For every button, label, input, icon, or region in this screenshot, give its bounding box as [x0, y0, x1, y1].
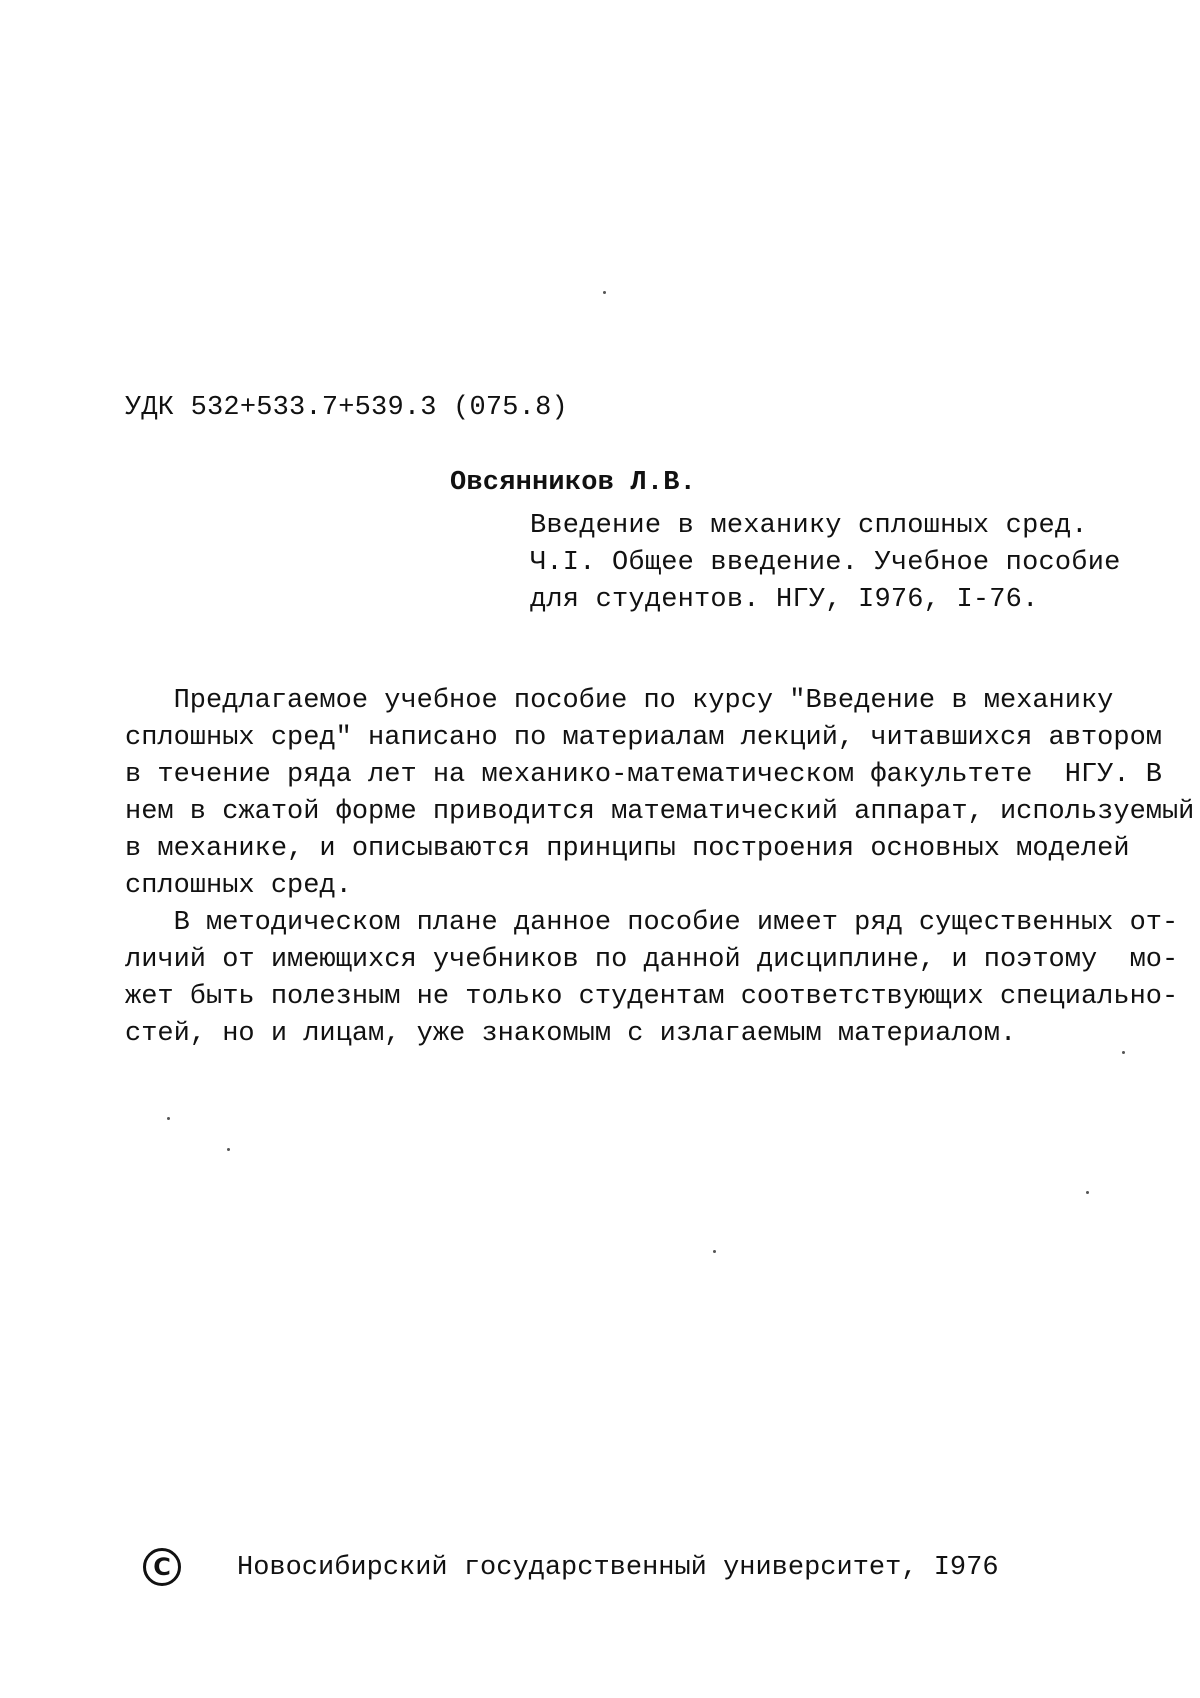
paragraph-line: жет быть полезным не только студентам соответствующих специально- [125, 982, 1179, 1012]
scan-speck [227, 1148, 230, 1151]
author-name: Овсянников Л.В. [450, 468, 697, 498]
paragraph-line: Предлагаемое учебное пособие по курсу "Введение в механику [125, 686, 1114, 716]
scan-speck [603, 291, 606, 294]
paragraph-line: В методическом плане данное пособие имеет ряд существенных от- [125, 908, 1179, 938]
paragraph-line: нем в сжатой форме приводится математический аппарат, используемый [125, 797, 1195, 827]
reference-line: Ч.I. Общее введение. Учебное пособие [530, 548, 1121, 578]
scan-speck [167, 1117, 170, 1120]
paragraph-line: в течение ряда лет на механико-математическом факультете НГУ. В [125, 760, 1162, 790]
abstract-paragraph [125, 905, 1179, 1053]
paragraph-line: личий от имеющихся учебников по данной дисциплине, и поэтому мо- [125, 945, 1179, 975]
abstract-paragraph [125, 683, 1195, 905]
publisher-line: Новосибирский государственный университет, I976 [237, 1553, 999, 1583]
paragraph-line: сплошных сред" написано по материалам лекций, читавшихся автором [125, 723, 1162, 753]
scan-speck [713, 1250, 716, 1253]
reference-line: для студентов. НГУ, I976, I-76. [530, 585, 1039, 615]
scan-speck [1122, 1051, 1125, 1054]
reference-line: Введение в механику сплошных сред. [530, 511, 1088, 541]
paragraph-line: в механике, и описываются принципы построения основных моделей [125, 834, 1130, 864]
scan-speck [1086, 1191, 1089, 1194]
copyright-icon: C [143, 1548, 181, 1586]
udc-code: УДК 532+533.7+539.3 (075.8) [125, 393, 568, 423]
paragraph-line: сплошных сред. [125, 871, 352, 901]
paragraph-line: стей, но и лицам, уже знакомым с излагаемым материалом. [125, 1019, 1017, 1049]
